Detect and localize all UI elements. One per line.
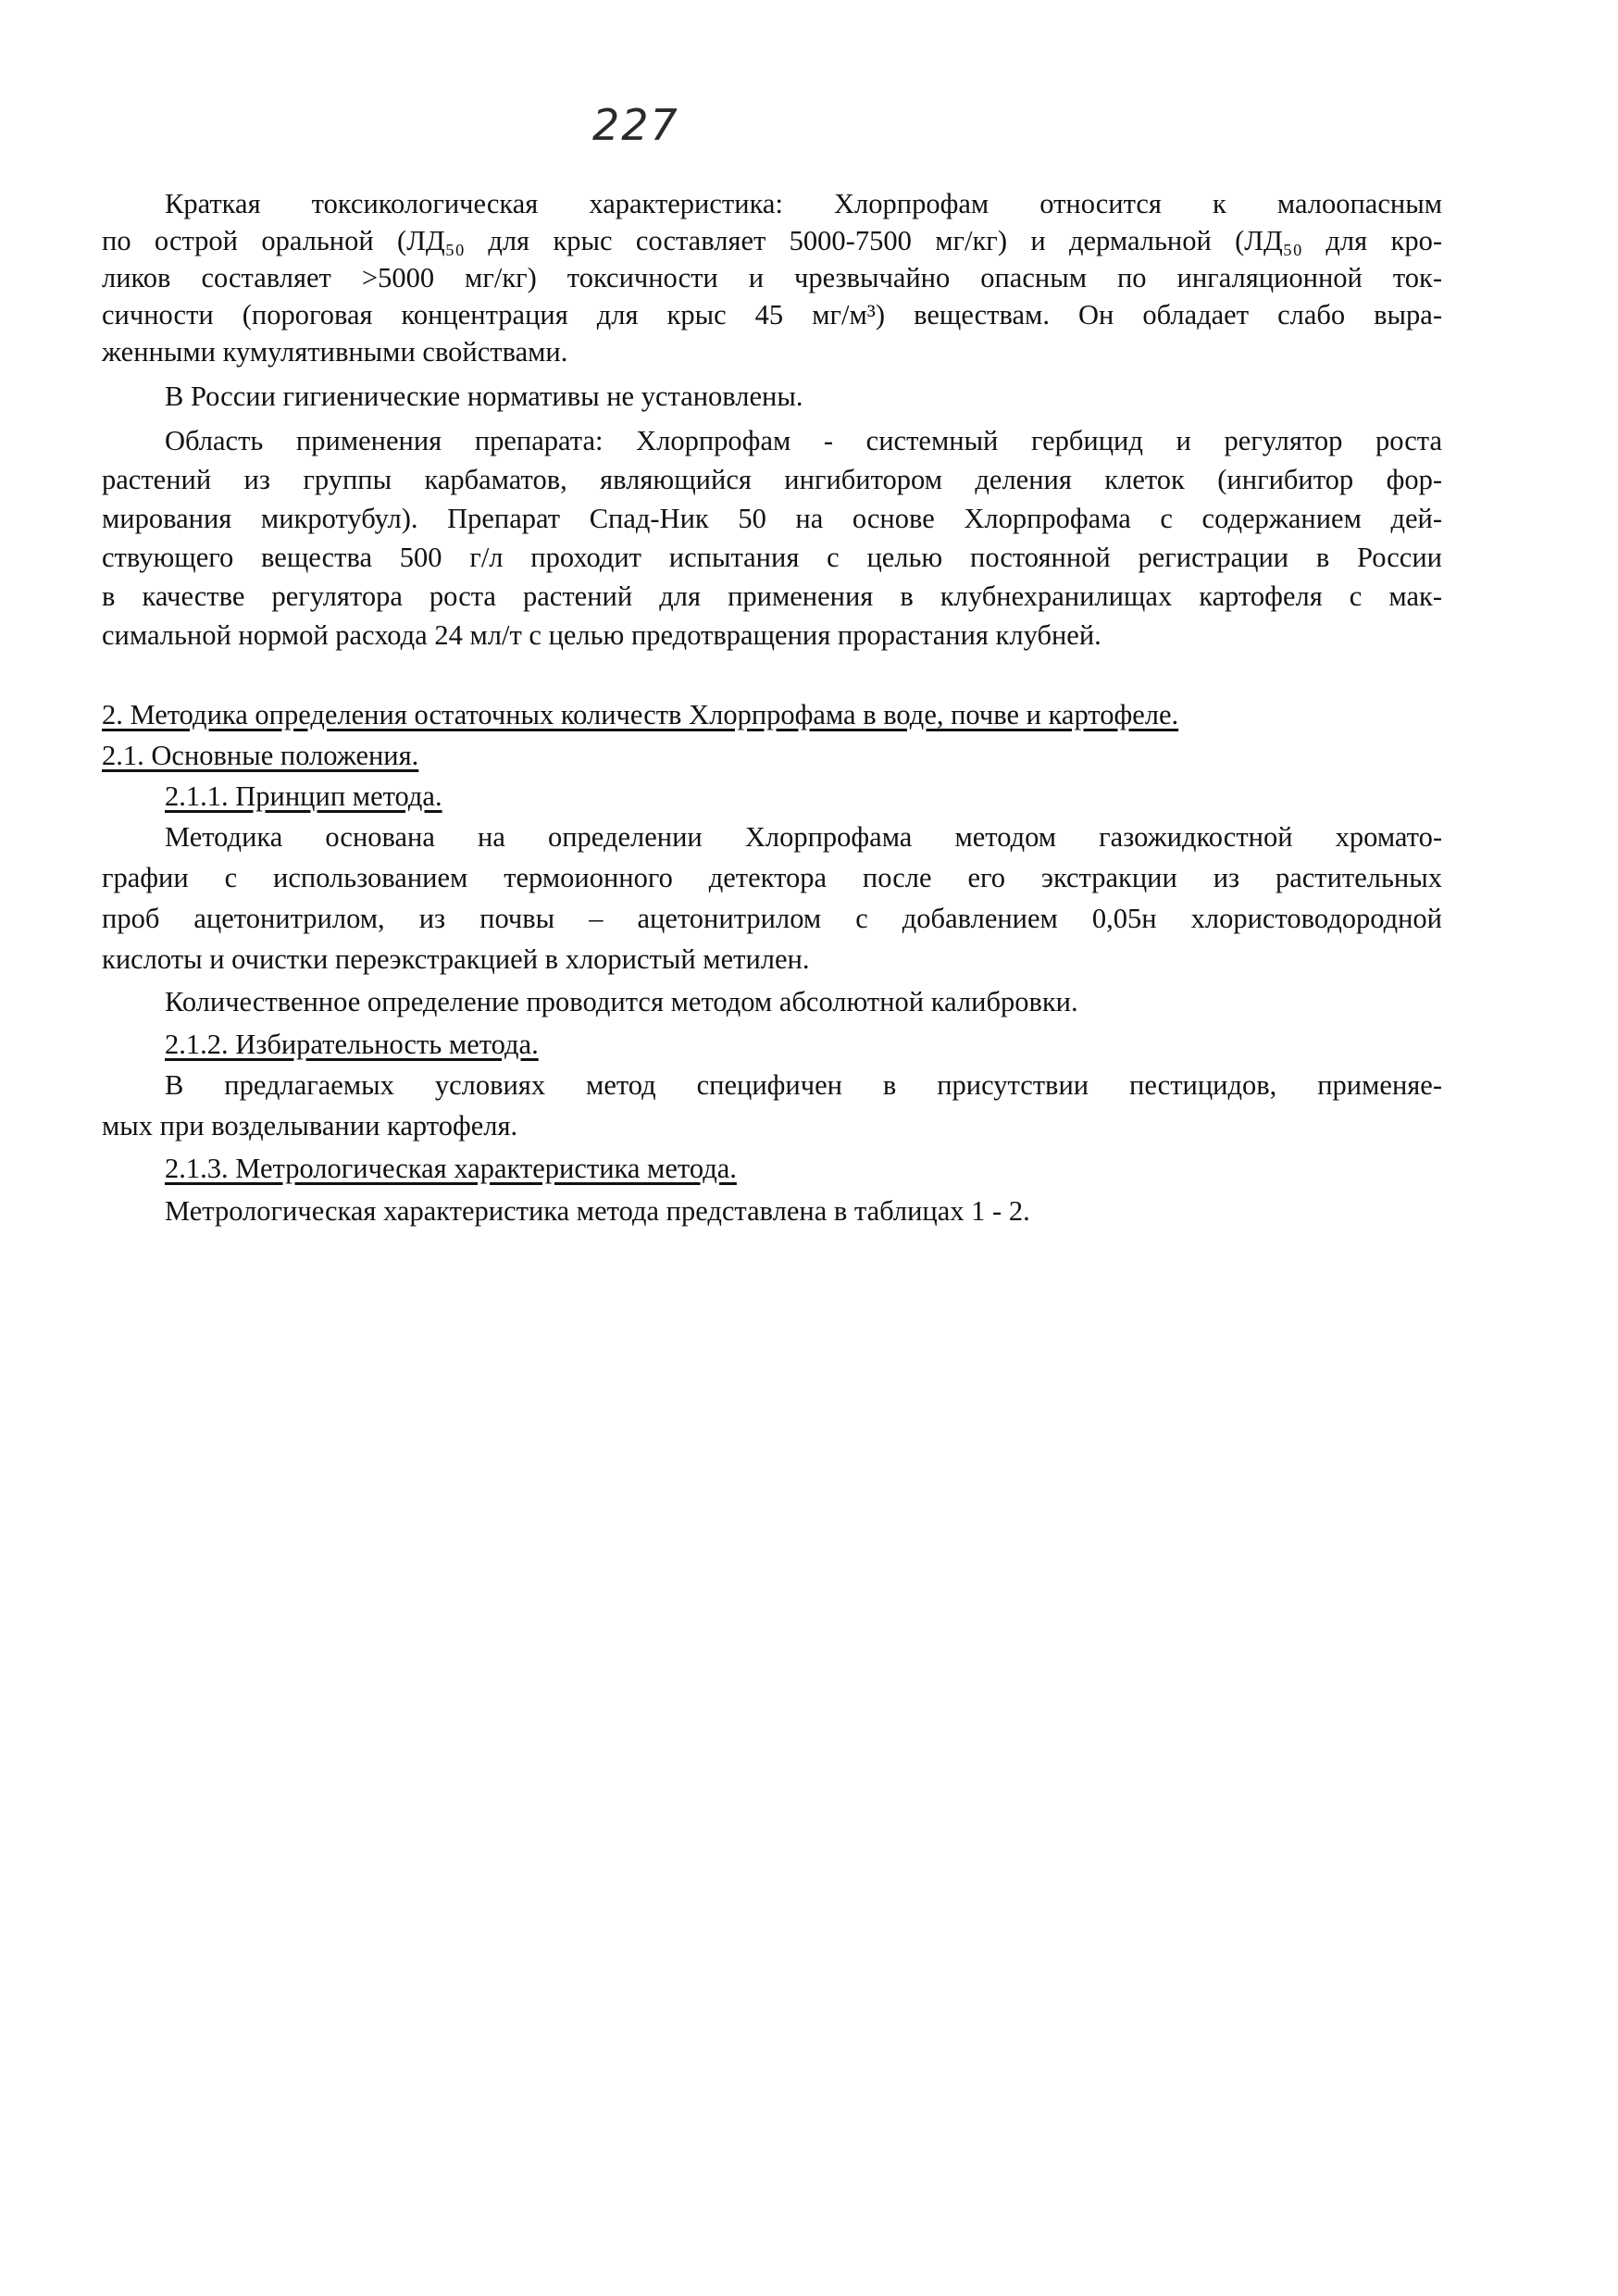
application-line-5: в качестве регулятора роста растений для применения в клубнехранилищах картофеля с мак- (102, 580, 1442, 612)
section-2-1-heading: 2.1. Основные положения. (102, 740, 419, 771)
principle-line-1: Методика основана на определении Хлорпрофама методом газожидкостной хромато- (165, 821, 1442, 853)
page-number: 227 (592, 100, 679, 150)
tox-line-4: сичности (пороговая концентрация для крыс 45 мг/м³) веществам. Он обладает слабо выра- (102, 299, 1442, 331)
section-2-1-1-heading: 2.1.1. Принцип метода. (165, 780, 442, 812)
application-line-3: мирования микротубул). Препарат Спад-Ник 50 на основе Хлорпрофама с содержанием дей- (102, 503, 1442, 534)
selectivity-line-2: мых при возделывании картофеля. (102, 1110, 518, 1142)
section-2-heading: 2. Методика определения остаточных количеств Хлорпрофама в воде, почве и картофеле. (102, 699, 1179, 730)
principle-line-2: графии с использованием термоионного детектора после его экстракции из растительных (102, 862, 1442, 893)
quantification-sentence: Количественное определение проводится методом абсолютной калибровки. (165, 986, 1078, 1017)
tox-line-2: по острой оральной (ЛД₅₀ для крыс составляет 5000-7500 мг/кг) и дермальной (ЛД₅₀ для кро- (102, 225, 1442, 256)
principle-line-4: кислоты и очистки переэкстракцией в хлористый метилен. (102, 943, 810, 975)
principle-line-3: проб ацетонитрилом, из почвы – ацетонитрилом с добавлением 0,05н хлористоводородной (102, 903, 1442, 934)
tox-line-3: ликов составляет >5000 мг/кг) токсичности и чрезвычайно опасным по ингаляционной ток- (102, 262, 1442, 293)
section-2-1-2-heading: 2.1.2. Избирательность метода. (165, 1029, 539, 1060)
norms-sentence: В России гигиенические нормативы не установлены. (165, 381, 803, 412)
application-line-1: Область применения препарата: Хлорпрофам - системный гербицид и регулятор роста (165, 425, 1442, 456)
tox-line-5: женными кумулятивными свойствами. (102, 336, 568, 368)
application-line-2: растений из группы карбаматов, являющийся ингибитором деления клеток (ингибитор фор- (102, 464, 1442, 495)
section-2-1-3-heading: 2.1.3. Метрологическая характеристика метода. (165, 1153, 737, 1184)
application-line-4: ствующего вещества 500 г/л проходит испытания с целью постоянной регистрации в России (102, 542, 1442, 573)
metrology-sentence: Метрологическая характеристика метода представлена в таблицах 1 - 2. (165, 1195, 1030, 1227)
selectivity-line-1: В предлагаемых условиях метод специфичен в присутствии пестицидов, применяе- (165, 1069, 1442, 1101)
application-line-6: симальной нормой расхода 24 мл/т с целью предотвращения прорастания клубней. (102, 619, 1101, 651)
tox-line-1: Краткая токсикологическая характеристика: Хлорпрофам относится к малоопасным (165, 188, 1442, 219)
